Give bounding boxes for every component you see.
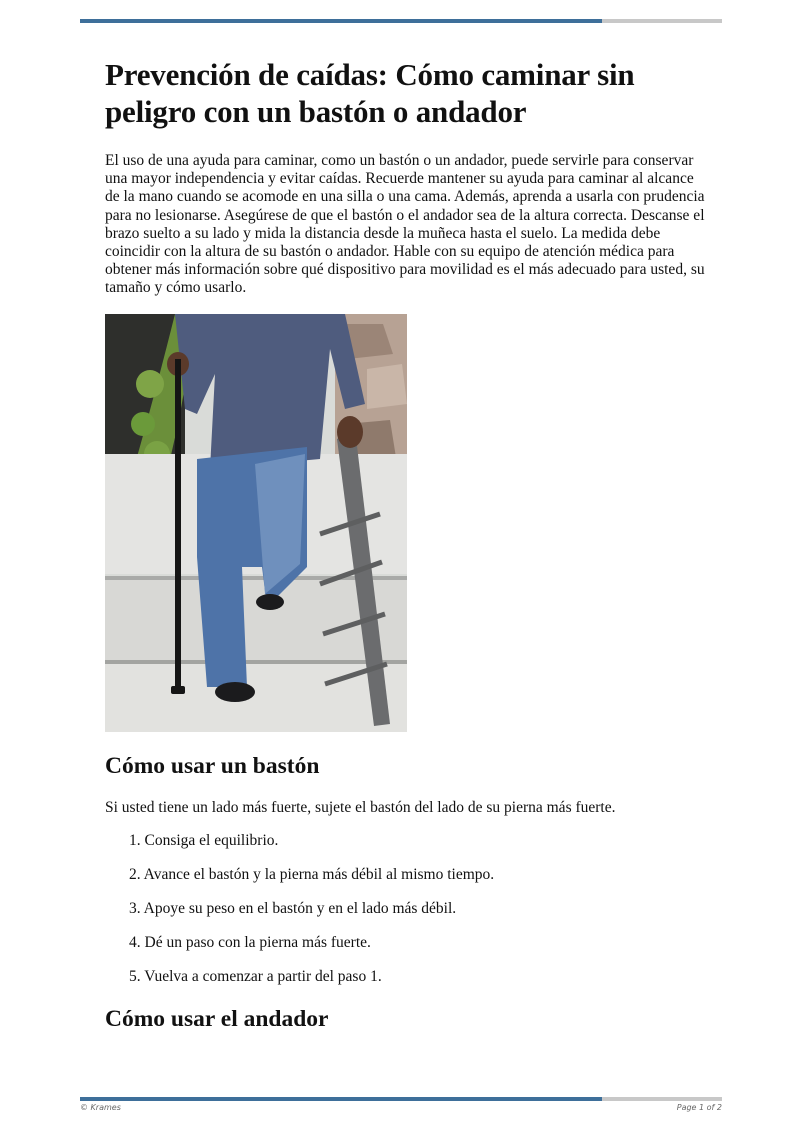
section-cane-heading: Cómo usar un bastón [105,752,320,779]
page-title: Prevención de caídas: Cómo caminar sin peligro con un bastón o andador [105,57,635,129]
bottom-rule [80,1097,722,1101]
section-cane-lead: Si usted tiene un lado más fuerte, sujete el bastón del lado de su pierna más fuerte. [105,798,616,816]
top-rule [80,19,722,23]
section-walker-heading: Cómo usar el andador [105,1005,329,1032]
top-rule-accent [80,19,602,23]
footer-page-number: Page 1 of 2 [676,1103,722,1112]
intro-paragraph: El uso de una ayuda para caminar, como un bastón o un andador, puede servirle para conservar una mayor independencia y evitar caídas. Recuerde mantener su ayuda para caminar al alcance de la mano cuando se acomode en una silla o una cama. Además, aprenda a usarla con prudencia para no lesionarse. Asegúrese de que el bastón o el andador sea de la altura correcta. Descanse el brazo suelto a su lado y mida la distancia desde la muñeca hasta el suelo. La medida debe coincidir con la altura de su bastón o andador. Hable con su equipo de atención médica para obtener más información sobre qué dispositivo para movilidad es el más adecuado para usted, su tamaño y cómo usarlo. [105,152,705,297]
page-content [105,56,705,1033]
list-item: 3. Apoye su peso en el bastón y en el lado más débil. [129,899,457,917]
cane-steps-list [105,831,705,987]
bottom-rule-accent [80,1097,602,1101]
footer-copyright: © Krames [80,1103,121,1112]
list-item: 5. Vuelva a comenzar a partir del paso 1. [129,967,382,985]
list-item: 1. Consiga el equilibrio. [129,831,279,849]
cane-on-stairs-photo [105,314,407,732]
list-item: 4. Dé un paso con la pierna más fuerte. [129,933,371,951]
list-item: 2. Avance el bastón y la pierna más débil al mismo tiempo. [129,865,495,883]
